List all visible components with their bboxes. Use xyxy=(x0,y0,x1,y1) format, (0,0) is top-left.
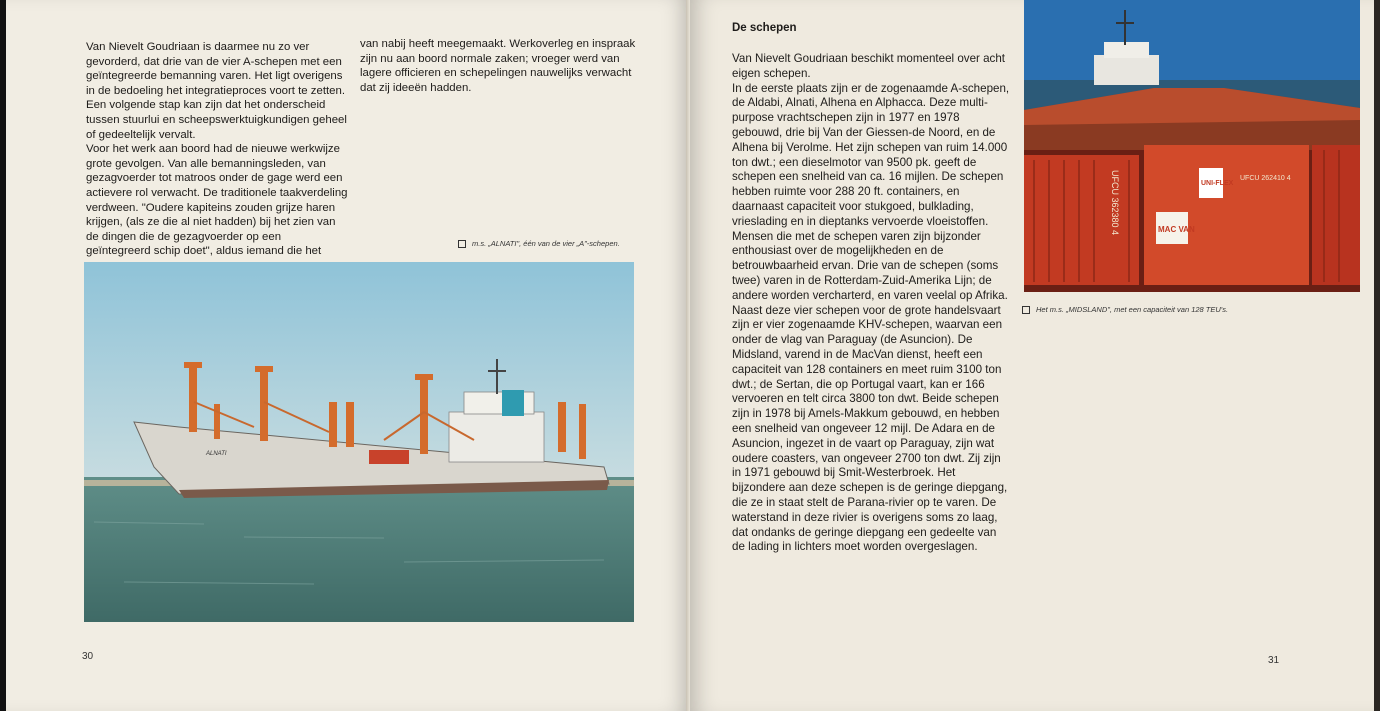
uniflex-logo: UNI-FLEX xyxy=(1201,180,1234,187)
caption-box-icon xyxy=(458,240,466,248)
container-ship-image xyxy=(1024,0,1360,292)
paragraph: In de eerste plaats zijn er de zogenaamde A-schepen, de Aldabi, Alnati, Alhena en Alphacca. Deze multi-purpose vrachtschepen zijn in 1977 en 1978 gebouwd, drie bij Van der Giessen-de Noord, en de Alhena bij Verolme. Het zijn schepen van ruim 14.000 ton dwt.; een dieselmotor van 9500 pk. geeft de schepen een snelheid van ca. 16 mijlen. De schepen hebben ruimte voor 288 20 ft. containers, en daarnaast capaciteit voor stukgoed, bulklading, vrieslading en in dieptanks vervoerde vloeistoffen. Mensen die met de schepen varen zijn bijzonder enthousiast over de mogelijkheden en de betrouwbaarheid ervan. Drie van de schepen (soms twee) varen in de Rotterdam-Zuid-Amerika Lijn; de andere worden vercharterd, en varen veelal op Afrika. xyxy=(732,81,1010,302)
photo-caption-midsland xyxy=(1022,305,1228,314)
section-heading: De schepen xyxy=(732,22,797,34)
left-text-column-1 xyxy=(86,40,348,259)
container-code-1: UFCU 362380 4 xyxy=(1110,170,1120,236)
page-number-right: 31 xyxy=(1268,655,1280,666)
left-page xyxy=(6,0,690,711)
paragraph: Van Nievelt Goudriaan beschikt momenteel over acht eigen schepen. xyxy=(732,52,1006,80)
right-page xyxy=(690,0,1374,711)
paragraph: Voor het werk aan boord had de nieuwe werkwijze grote gevolgen. Van alle bemanningsleden, van gezagvoerder tot matroos onder de gage werd een actievere rol verwacht. De traditionele taakverdeling verdween. "Oudere kapiteins zouden grijze haren krijgen, (als ze die al niet hadden) bij het zien van de dingen die de gezagvoerder op een geïntegreerd schip doet", aldus iemand die het xyxy=(86,143,348,258)
ship-photo-midsland xyxy=(1024,0,1360,292)
paragraph: Naast deze vier schepen voor de grote handelsvaart zijn er vier zogenaamde KHV-schepen, waarvan een onder de vlag van Paraguay (de Asuncion). De Midsland, varend in de MacVan dienst, heeft een capaciteit van 128 containers en meet ruim 3100 ton dwt.; de Sertan, die op Portugal vaart, kan er 166 vervoeren en telt circa 3800 ton dwt. Beide schepen zijn in 1978 bij Amels-Makkum gebouwd, en hebben een snelheid van ongeveer 12 mijl. De Adara en de Asuncion, ingezet in de vaart op Paraguay, zijn wat oudere coasters, van ongeveer 2700 ton dwt. Zij zijn in 1971 gebouwd bij Smit-Westerbroek. Het bijzondere aan deze schepen is de geringe diepgang, die ze in staat stelt de Parana-rivier op te varen. De waterstand in deze rivier is overigens soms zo laag, dat ondanks de geringe diepgang een gedeelte van de lading in lichters moet worden overgeslagen. xyxy=(732,303,1008,554)
macvan-logo: MAC VAN xyxy=(1158,225,1195,234)
paragraph: van nabij heeft meegemaakt. Werkoverleg en inspraak zijn nu aan boord normale zaken; vroeger werd van lagere officieren en schepelingen nauwelijks verwacht dat zij ideeën hadden. xyxy=(360,38,636,94)
paragraph: Van Nievelt Goudriaan is daarmee nu zo ver gevorderd, dat drie van de vier A-schepen met een geïntegreerde bemanning varen. Het ligt overigens in de bedoeling het integratieproces voort te zetten. Een volgende stap kan zijn dat het onderscheid tussen stuurlui en scheepswerktuigkundigen geheel of gedeeltelijk vervalt. xyxy=(86,41,347,141)
ship-image xyxy=(84,262,634,622)
right-text-column xyxy=(732,52,1010,555)
left-text-column-2 xyxy=(360,37,636,95)
caption-text: Het m.s. „MIDSLAND", met een capaciteit van 128 TEU's. xyxy=(1036,305,1229,314)
caption-text: m.s. „ALNATI", één van de vier „A"-schepen. xyxy=(472,239,620,248)
page-number-left: 30 xyxy=(82,651,94,662)
photo-caption-alnati xyxy=(458,239,620,248)
ship-name-label: ALNATI xyxy=(206,451,227,457)
ship-photo-alnati xyxy=(84,262,634,622)
container-code-2: UFCU 262410 4 xyxy=(1240,175,1291,182)
caption-box-icon xyxy=(1022,306,1030,314)
